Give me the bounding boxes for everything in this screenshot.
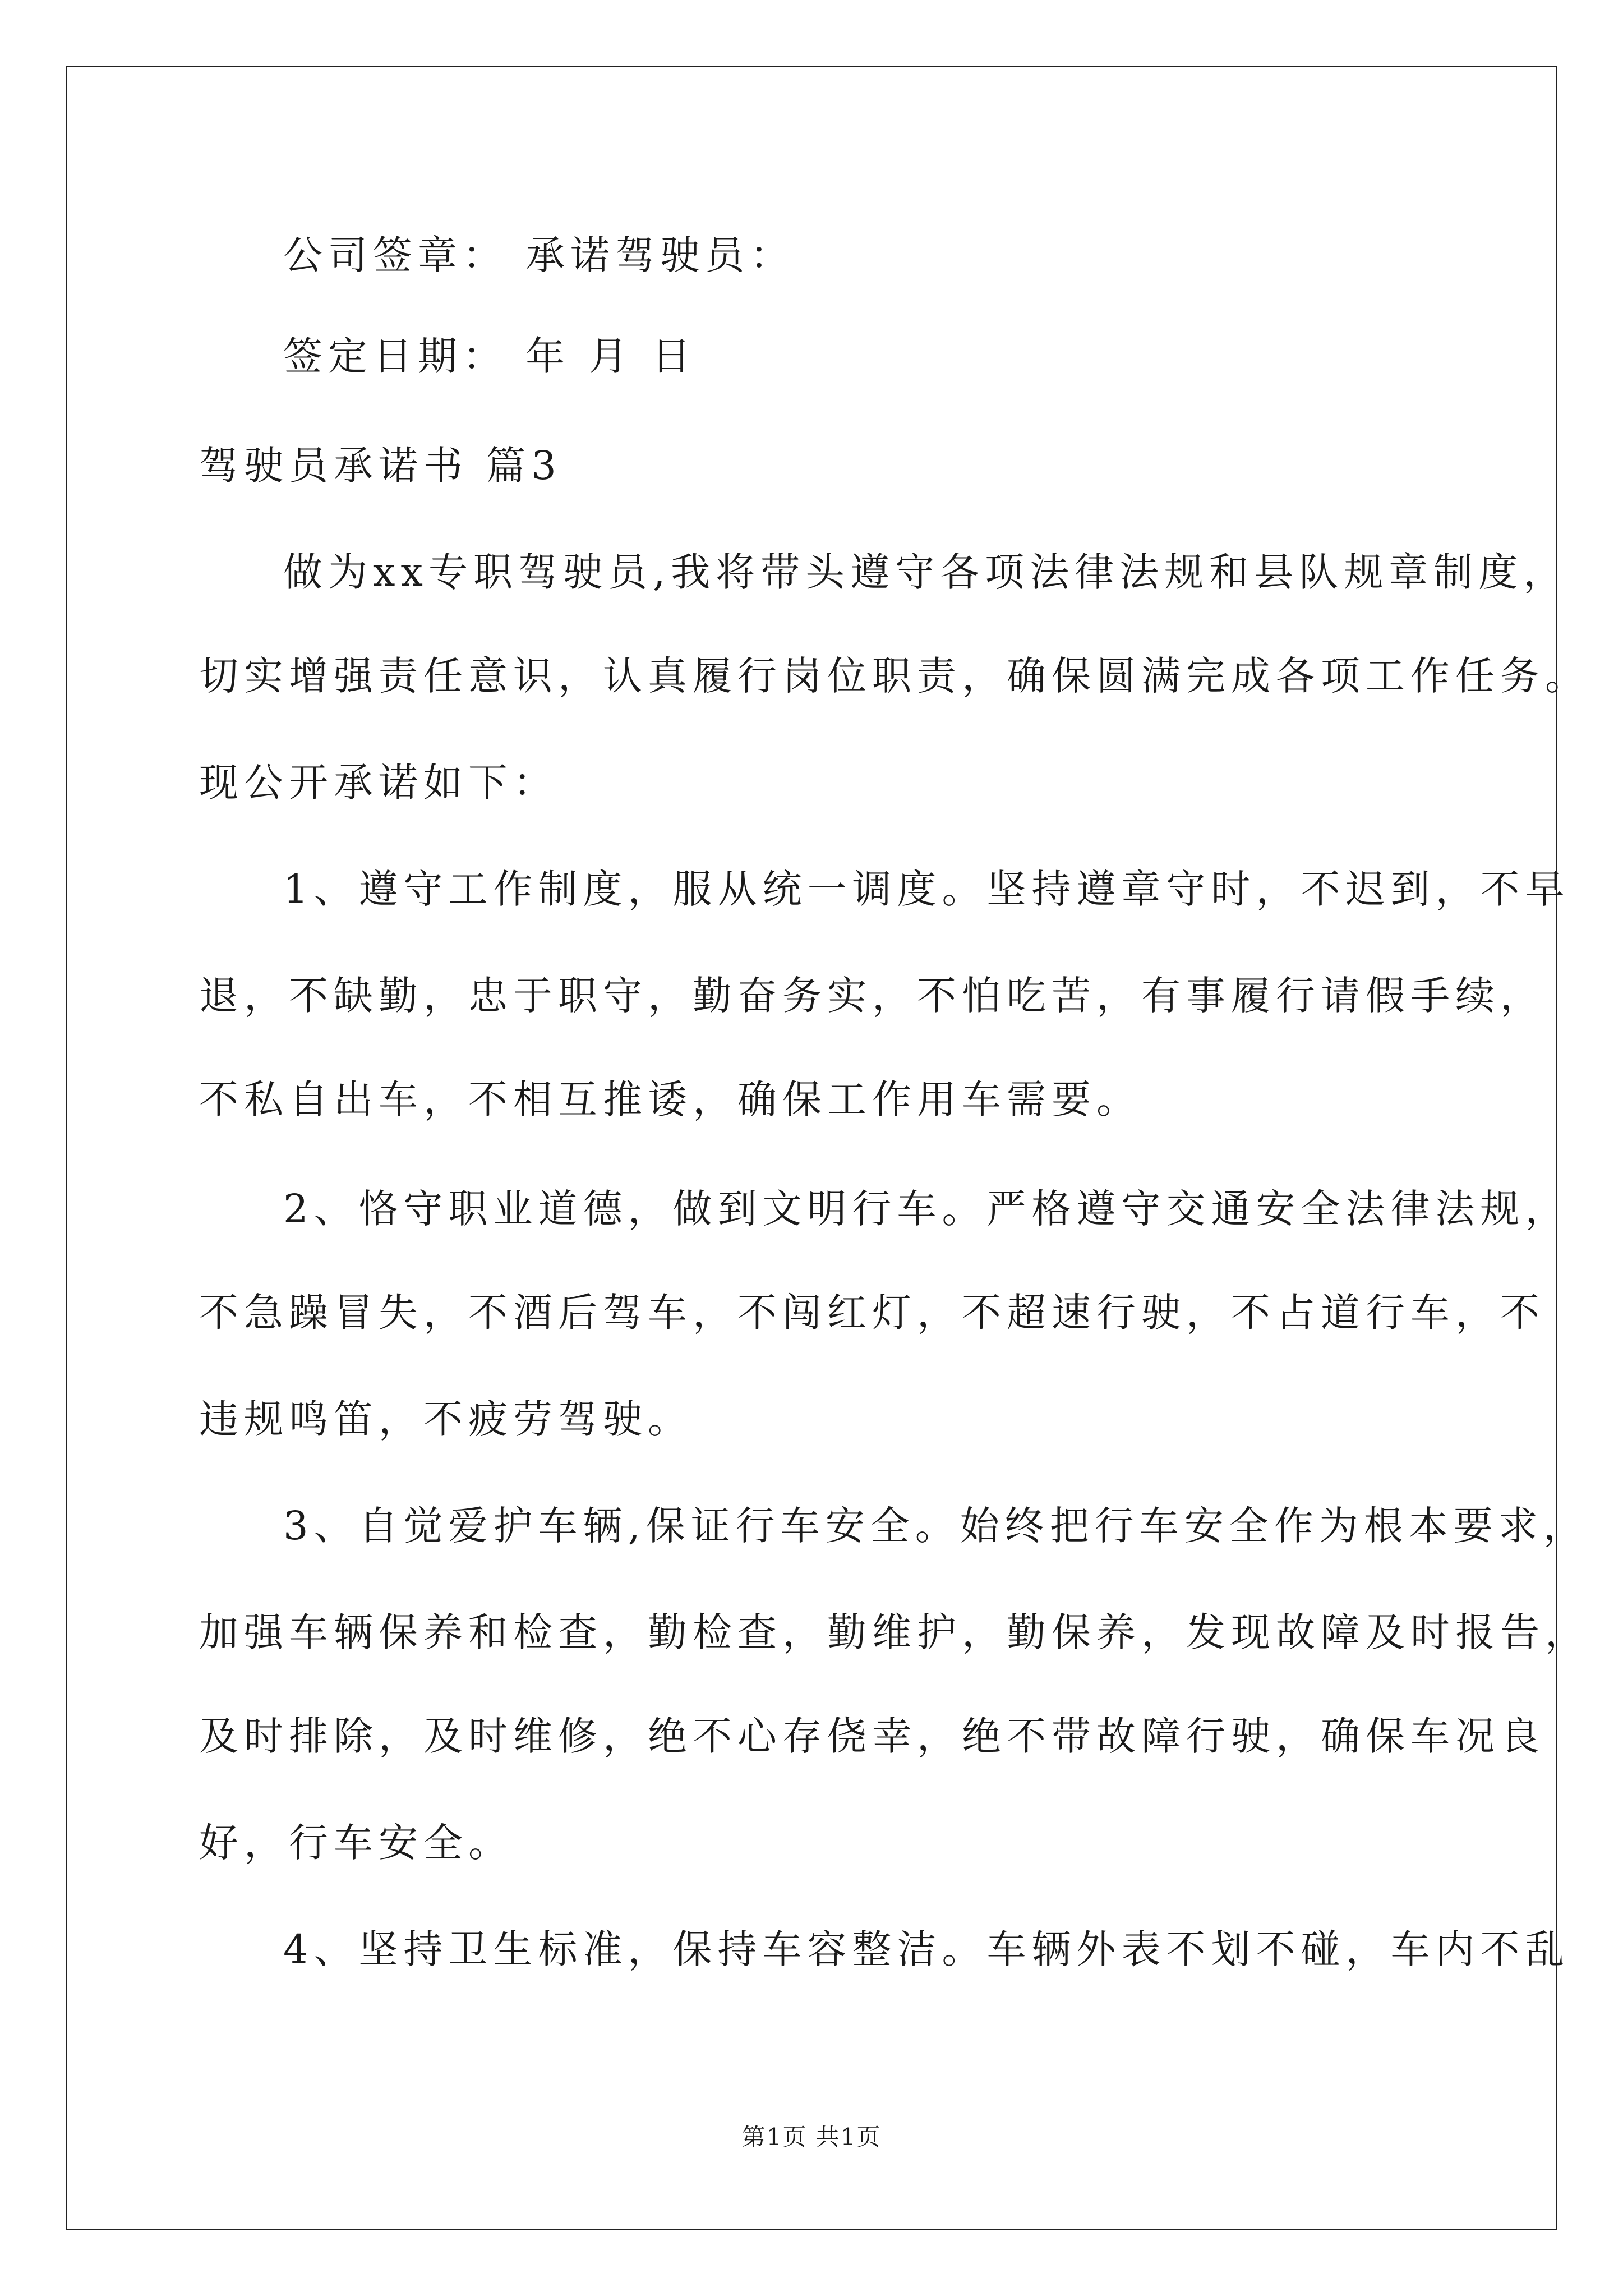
item3-line-3: 及时排除，及时维修，绝不心存侥幸，绝不带故障行驶，确保车况良 [199, 1713, 1545, 1759]
item3-line-1: 3、自觉爱护车辆,保证行车安全。始终把行车安全作为根本要求， [283, 1503, 1588, 1549]
item3-line-4: 好，行车安全。 [199, 1820, 513, 1866]
item1-line-3: 不私自出车，不相互推诿，确保工作用车需要。 [199, 1076, 1141, 1122]
item2-line-2: 不急躁冒失，不酒后驾车，不闯红灯，不超速行驶，不占道行车，不 [199, 1290, 1545, 1336]
page-border [66, 66, 1557, 2230]
page-footer: 第1页 共1页 [741, 2123, 882, 2151]
item1-line-1: 1、遵守工作制度，服从统一调度。坚持遵章守时，不迟到，不早 [283, 866, 1570, 912]
signature-line: 公司签章： 承诺驾驶员： [283, 232, 795, 278]
item2-line-3: 违规鸣笛，不疲劳驾驶。 [199, 1396, 693, 1442]
date-line: 签定日期： 年 月 日 [283, 333, 697, 379]
intro-line-2: 切实增强责任意识，认真履行岗位职责，确保圆满完成各项工作任务。 [199, 653, 1590, 699]
item4-line-1: 4、坚持卫生标准，保持车容整洁。车辆外表不划不碰，车内不乱 [283, 1926, 1570, 1972]
section-title: 驾驶员承诺书 篇3 [199, 443, 562, 489]
item3-line-2: 加强车辆保养和检查，勤检查，勤维护，勤保养，发现故障及时报告， [199, 1609, 1590, 1655]
intro-line-3: 现公开承诺如下： [199, 760, 558, 806]
item1-line-2: 退，不缺勤，忠于职守，勤奋务实，不怕吃苦，有事履行请假手续， [199, 973, 1545, 1019]
intro-line-1: 做为xx专职驾驶员,我将带头遵守各项法律法规和县队规章制度， [283, 549, 1569, 595]
item2-line-1: 2、恪守职业道德，做到文明行车。严格遵守交通安全法律法规， [283, 1186, 1570, 1232]
